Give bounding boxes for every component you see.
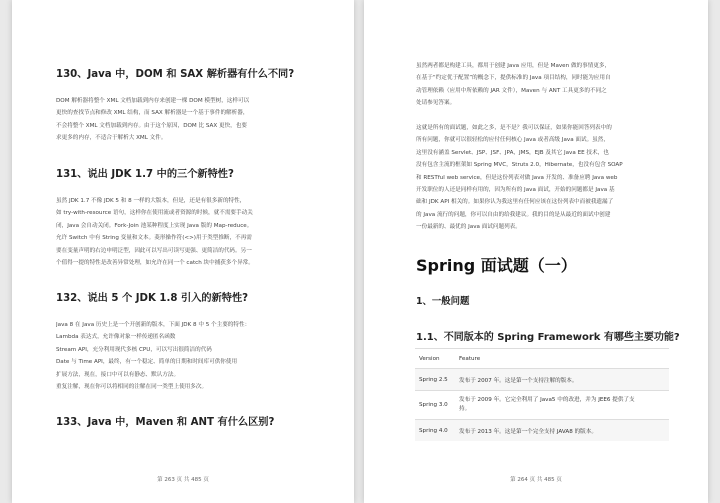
paragraph-line: 这就是所有的面试题，如此之多，是不是？我可以保证，如果你能回答列表中的 xyxy=(416,125,612,131)
answer-line: 要在变量声明的右边申明泛型，因此可以写出可读写更强、更简洁的代码。另一 xyxy=(56,247,252,254)
paragraph-line: 和 RESTful web service，但是这份列表对做 Java 开发的、准备应聘 Java web xyxy=(416,174,618,181)
answer-line: 重复注解，现在你可以将相同的注解在同一类型上使用多次。 xyxy=(56,384,208,391)
question-131-answer xyxy=(56,195,254,269)
paragraph-line: 一份最新的、最优的 Java 面试问题列表。 xyxy=(416,224,521,231)
question-131-title: 131、说出 JDK 1.7 中的三个新特性? xyxy=(56,169,234,180)
feature-cell xyxy=(455,369,669,391)
feature-text: 发布于 2013 年。这是第一个完全支持 JAVA8 的版本。 xyxy=(459,428,597,435)
answer-line: 更快的查找节点和修改 XML 结构，而 SAX 解析器是一个基于事件的解析器， xyxy=(56,110,249,117)
table-row xyxy=(415,391,669,420)
answer-line: 个值得一提的特性是改善异常处理，如允许在同一个 catch 块中捕获多个异常。 xyxy=(56,260,254,267)
answer-line: Lambda 表达式，允许像对象一样传递匿名函数 xyxy=(56,334,176,341)
column-header-feature: Feature xyxy=(455,349,669,369)
answer-line: 在基于“约定优于配置”的概念下，提供标准的 Java 项目结构，同时能为应用自 xyxy=(416,75,611,82)
page-263 xyxy=(12,0,354,503)
paragraph-line: 的 Java 流行的问题，你可以自由的给我建议。我的目的是从最近的面试中创建 xyxy=(416,211,611,218)
paragraph-line: 础和 JDK API 相关的。如果你认为我这里有任何应该在这份列表中而被我遗漏了 xyxy=(416,199,614,206)
question-133-title: 133、Java 中，Maven 和 ANT 有什么区别? xyxy=(56,417,275,428)
paragraph-line: 这里没有涵盖 Servlet、JSP、JSF、JPA，JMS，EJB 及其它 Java EE 技术，也 xyxy=(416,149,609,156)
paragraph-line: 开发职位的人还是同样有用的，因为所有的 Java 面试，开始的问题都是 Java 基 xyxy=(416,187,615,194)
page-footer: 第 264 页 共 485 页 xyxy=(510,477,562,483)
page-264 xyxy=(364,0,708,503)
paragraph-line: 没有包含主流的框架如 Spring MVC，Struts 2.0，Hibernate，也没有包含 SOAP xyxy=(416,162,623,169)
chapter-title: Spring 面试题（一） xyxy=(416,256,577,275)
feature-text: 发布于 2009 年。它完全利用了 Java5 中的改进，并为 JEE6 提供了支 xyxy=(459,397,635,403)
page-footer: 第 263 页 共 485 页 xyxy=(157,477,209,483)
feature-cell xyxy=(455,420,669,442)
closing-paragraph xyxy=(416,122,623,234)
answer-line: 如 try-with-resource 语句，这样你在使用流或者资源的时候，就不需要手动关 xyxy=(56,210,253,217)
answer-line: 求更多的内存，不适合于解析大 XML 文件。 xyxy=(56,135,167,142)
answer-line: DOM 解析器将整个 XML 文档加载到内存来创建一棵 DOM 模型树，这样可以 xyxy=(56,98,250,104)
answer-line: 处请参见答案。 xyxy=(416,100,456,107)
question-132-title: 132、说出 5 个 JDK 1.8 引入的新特性? xyxy=(56,293,249,304)
section-title: 1、一般问题 xyxy=(416,296,470,307)
answer-line: 虽然 JDK 1.7 不像 JDK 5 和 8 一样的大版本，但是，还是有很多新的特性， xyxy=(56,198,246,204)
answer-line: Java 8 在 Java 历史上是一个开创新的版本，下面 JDK 8 中 5 个主要的特性： xyxy=(56,322,251,328)
answer-line: 动管理依赖（应用中所依赖的 JAR 文件），Maven 与 ANT 工具更多的不同之 xyxy=(416,87,607,94)
question-132-answer xyxy=(56,319,250,393)
version-cell: Spring 3.0 xyxy=(415,391,455,420)
question-130-title: 130、Java 中，DOM 和 SAX 解析器有什么不同? xyxy=(56,69,295,80)
column-header-version: Version xyxy=(415,349,455,369)
answer-line: Stream API，充分利用现代多核 CPU，可以写出很简洁的代码 xyxy=(56,346,212,353)
answer-line: 允许 Switch 中有 String 变量和文本。菱形操作符(<>)用于类型推断，不再需 xyxy=(56,235,252,242)
feature-cell xyxy=(455,391,669,420)
question-133-answer xyxy=(416,60,611,110)
answer-line: 不会将整个 XML 文档加载到内存。由于这个原因，DOM 比 SAX 更快，也要 xyxy=(56,122,247,129)
table-header-row xyxy=(415,349,669,369)
table-row xyxy=(415,420,669,442)
feature-text: 发布于 2007 年。这是第一个支持注解的版本。 xyxy=(459,377,578,384)
question-130-answer xyxy=(56,95,249,145)
paragraph-line: 所有问题，你就可以很轻松的应付任何核心 Java 或者高级 Java 面试。虽然， xyxy=(416,137,609,144)
version-cell: Spring 2.5 xyxy=(415,369,455,391)
answer-line: 闭，Java 会自动关闭。Fork-Join 池某种程度上实现 Java 版的 Map-reduce。 xyxy=(56,222,253,229)
answer-line: Date 与 Time API，最终，有一个稳定、简单的日期和时间库可供你使用 xyxy=(56,359,238,366)
subsection-title: 1.1、不同版本的 Spring Framework 有哪些主要功能? xyxy=(416,332,680,343)
answer-line: 虽然两者都是构建工具，都用于创建 Java 应用，但是 Maven 做的事情更多， xyxy=(416,63,611,69)
version-feature-table xyxy=(415,348,669,441)
version-cell: Spring 4.0 xyxy=(415,420,455,442)
feature-text: 持。 xyxy=(459,406,471,412)
answer-line: 扩展方法，现在，接口中可以有静态、默认方法。 xyxy=(56,371,180,378)
table-row xyxy=(415,369,669,391)
